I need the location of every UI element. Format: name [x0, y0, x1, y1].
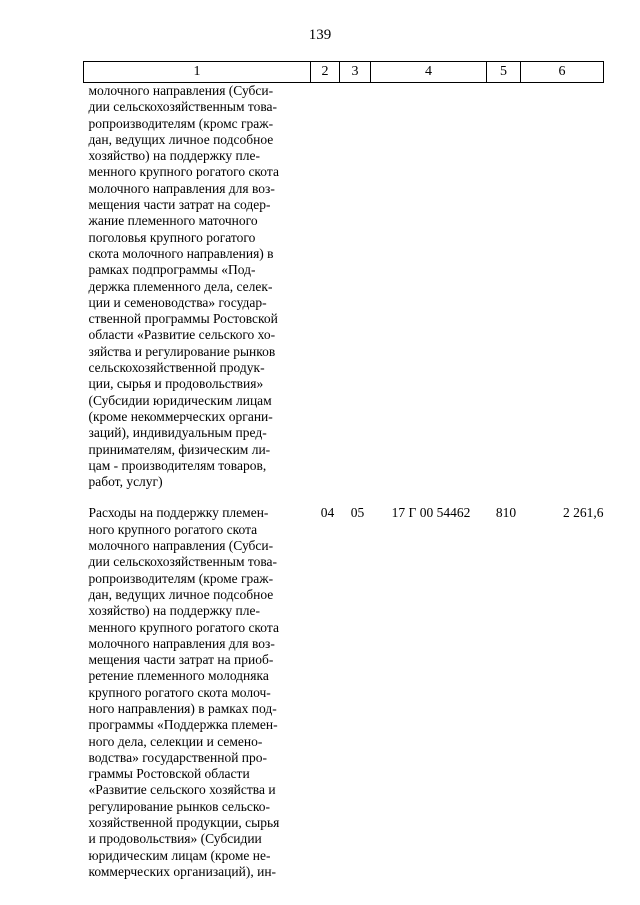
row-description	[84, 490, 311, 880]
description-line: рамках подпрограммы «Под-	[88, 262, 256, 278]
description-line: молочного направления (Субси-	[88, 538, 274, 554]
description-line: (кроме некоммерческих органи-	[88, 408, 273, 424]
description-line: принимателям, физическим ли-	[88, 441, 271, 457]
description-line: юридическим лицам (кроме не-	[88, 847, 271, 863]
description-line: области «Развитие сельского хо-	[88, 327, 276, 343]
table-row	[84, 83, 604, 491]
description-line: ного направления) в рамках под-	[88, 700, 277, 716]
description-line: работ, услуг)	[88, 474, 163, 490]
description-line: молочного направления (Субси-	[88, 83, 274, 98]
description-line: ции и семеноводства» государ-	[88, 294, 267, 310]
description-line: цам - производителям товаров,	[88, 457, 267, 473]
table-row	[84, 490, 604, 880]
section-code: 04	[320, 505, 335, 521]
description-line: молочного направления для воз-	[88, 635, 275, 651]
description-line: молочного направления для воз-	[88, 180, 275, 196]
budget-table	[83, 61, 604, 880]
subsection-code: 05	[350, 505, 365, 521]
description-line: коммерческих организаций), ин-	[88, 863, 277, 879]
expense-type-code: 810	[495, 505, 517, 521]
column-header-4: 4	[371, 62, 487, 83]
description-line: и продовольствия» (Субсидии	[88, 831, 262, 847]
description-line: хозяйство) на поддержку пле-	[88, 148, 260, 164]
section-code	[311, 83, 340, 491]
subsection-code	[340, 83, 371, 491]
description-line: жание племенного маточного	[88, 213, 258, 229]
description-line: дии сельскохозяйственным това-	[88, 99, 278, 115]
description-line: держка племенного дела, селек-	[88, 278, 273, 294]
description-line: Расходы на поддержку племен-	[88, 505, 269, 521]
description-line: регулирование рынков сельско-	[88, 798, 270, 814]
page-number: 139	[308, 27, 332, 43]
description-line: мещения части затрат на содер-	[88, 197, 271, 213]
header-row	[84, 62, 604, 83]
description-line: поголовья крупного рогатого	[88, 229, 256, 245]
description-line: дан, ведущих личное подсобное	[88, 131, 274, 147]
description-line: дии сельскохозяйственным това-	[88, 554, 278, 570]
description-line: водства» государственной про-	[88, 749, 268, 765]
description-line: менного крупного рогатого скота	[88, 619, 279, 635]
description-line: зяйства и регулирование рынков	[88, 343, 276, 359]
description-line: хозяйство) на поддержку пле-	[88, 603, 260, 619]
description-line: ропроизводителям (кроме граж-	[88, 570, 274, 586]
description-line: ропроизводителям (кромс граж-	[88, 115, 274, 131]
description-line: хозяйственной продукции, сырья	[88, 815, 280, 831]
expense-type-code	[487, 83, 521, 491]
target-article-code: 17 Г 00 54462	[391, 505, 471, 521]
description-line: сельскохозяйственной продук-	[88, 360, 265, 376]
description-line: крупного рогатого скота молоч-	[88, 684, 271, 700]
column-header-1: 1	[84, 62, 311, 83]
target-article-code	[371, 83, 487, 491]
description-line: граммы Ростовской области	[88, 766, 250, 782]
amount: 2 261,6	[563, 505, 604, 521]
row-description	[84, 83, 311, 491]
description-line: «Развитие сельского хозяйства и	[88, 782, 276, 798]
description-line: ного дела, селекции и семено-	[88, 733, 263, 749]
description-line: ретение племенного молодняка	[88, 668, 269, 684]
description-line: скота молочного направления) в	[88, 245, 274, 261]
description-line: менного крупного рогатого скота	[88, 164, 279, 180]
column-header-6: 6	[521, 62, 604, 83]
description-line: ции, сырья и продовольствия»	[88, 376, 264, 392]
description-line: заций), индивидуальным пред-	[88, 425, 267, 441]
description-line: ственной программы Ростовской	[88, 311, 278, 327]
column-header-3: 3	[340, 62, 371, 83]
description-line: программы «Поддержка племен-	[88, 717, 278, 733]
amount	[521, 83, 604, 491]
description-line: (Субсидии юридическим лицам	[88, 392, 272, 408]
description-line: дан, ведущих личное подсобное	[88, 586, 274, 602]
description-line: ного крупного рогатого скота	[88, 521, 258, 537]
description-line: мещения части затрат на приоб-	[88, 652, 274, 668]
column-header-5: 5	[487, 62, 521, 83]
column-header-2: 2	[311, 62, 340, 83]
